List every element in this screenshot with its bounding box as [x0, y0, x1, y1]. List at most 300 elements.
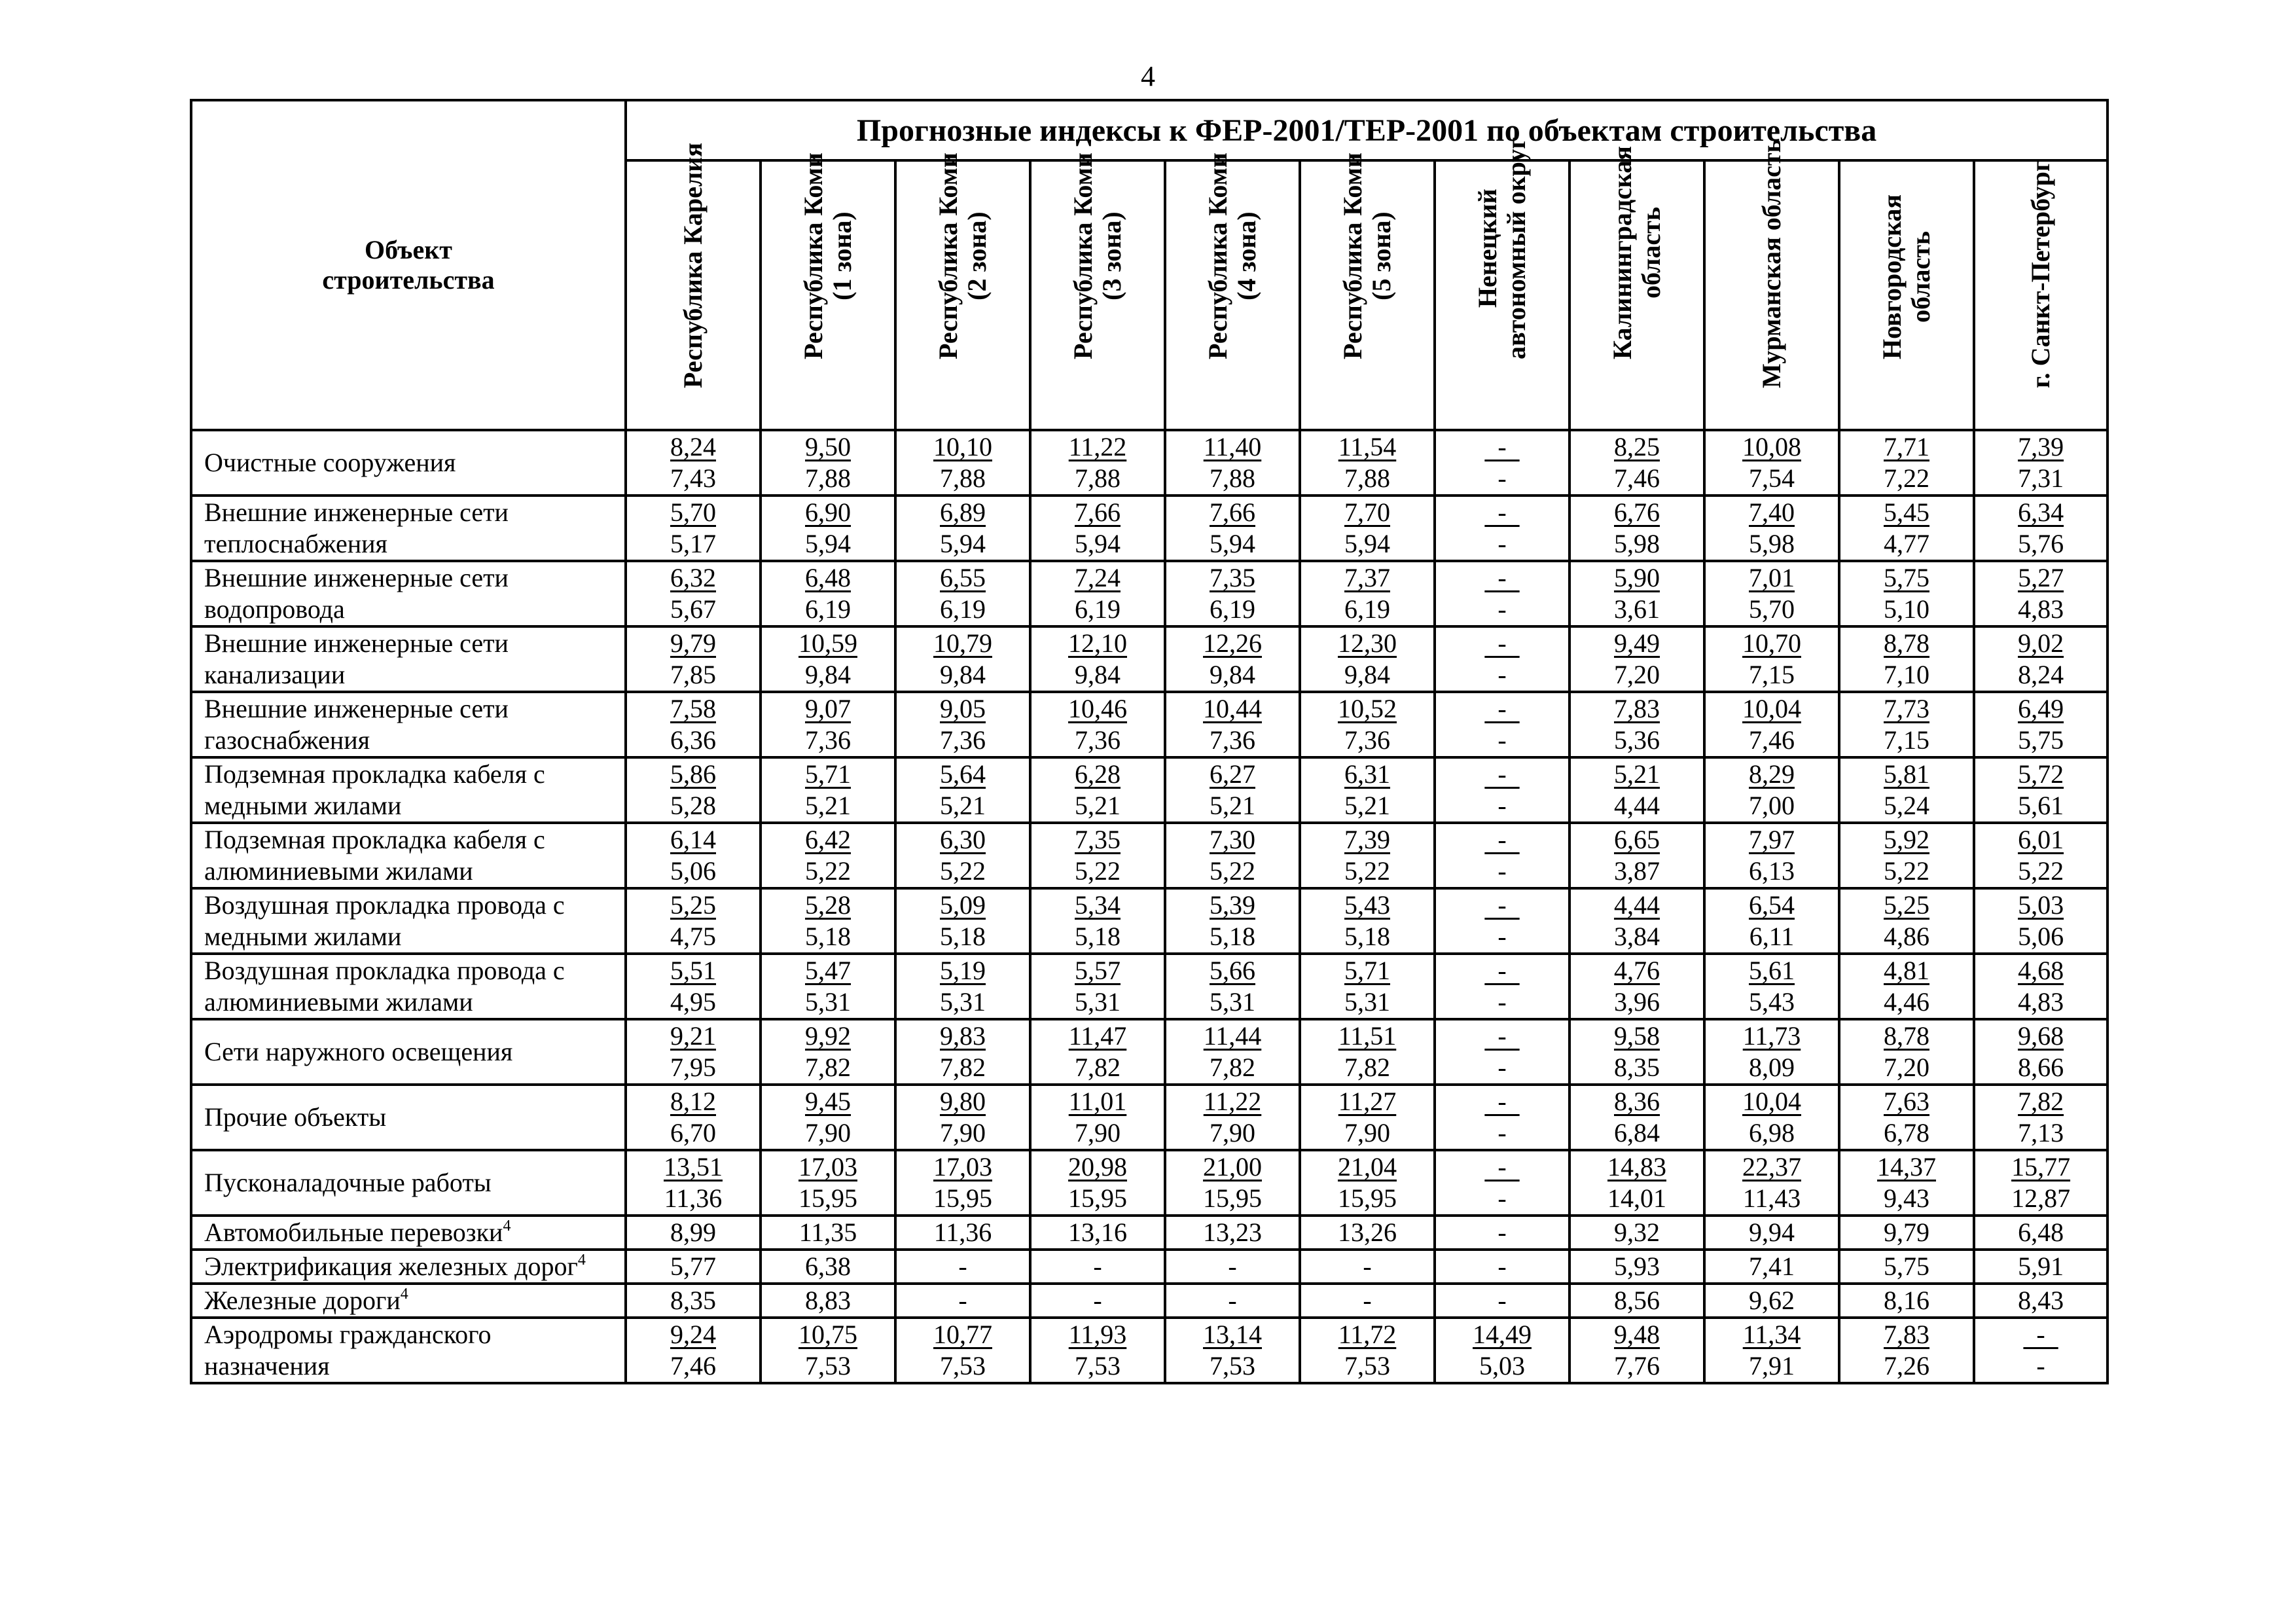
table-row — [191, 1250, 2108, 1284]
value-cell — [1435, 888, 1570, 954]
index-value-top: 6,55 — [940, 563, 986, 592]
index-value-bottom: 7,13 — [2018, 1118, 2064, 1147]
forecast-indices-table — [190, 99, 2109, 1384]
value-cell — [1839, 954, 1974, 1019]
value-cell — [1165, 1150, 1300, 1216]
value-cell — [1839, 1216, 1974, 1250]
value-cell — [1570, 626, 1704, 692]
index-value-bottom: 11,36 — [664, 1183, 723, 1213]
index-value-bottom: 7,36 — [1210, 725, 1255, 755]
index-value-top: 5,51 — [670, 956, 716, 985]
index-value-bottom: 14,01 — [1607, 1183, 1666, 1213]
value-cell — [761, 1216, 895, 1250]
region-label-line: (4 зона) — [1232, 211, 1261, 300]
index-value-bottom: - — [1498, 1118, 1507, 1147]
index-value-bottom: 7,88 — [940, 463, 986, 493]
index-value-bottom: 4,83 — [2018, 987, 2064, 1017]
index-value-bottom: 3,84 — [1614, 922, 1660, 951]
value-cell — [1974, 561, 2108, 626]
value-cell — [1435, 757, 1570, 823]
index-value-bottom: 7,85 — [670, 660, 716, 689]
region-label-line: область — [1636, 207, 1666, 299]
index-value-bottom: 6,13 — [1749, 856, 1795, 886]
index-value: 9,79 — [1884, 1218, 1929, 1247]
value-cell — [1165, 888, 1300, 954]
index-value-top: 5,28 — [805, 890, 851, 920]
value-cell — [1974, 1019, 2108, 1085]
index-value-bottom: 15,95 — [1068, 1183, 1127, 1213]
value-cell — [1165, 1318, 1300, 1383]
index-value-bottom: 5,67 — [670, 594, 716, 624]
row-label — [191, 430, 626, 496]
index-value-top: 7,83 — [1884, 1320, 1929, 1349]
region-label — [1204, 153, 1261, 359]
index-value-top: 11,51 — [1338, 1021, 1397, 1051]
value-cell — [1974, 823, 2108, 888]
index-value: - — [1093, 1286, 1102, 1315]
value-cell — [626, 561, 761, 626]
value-cell — [1030, 1318, 1165, 1383]
object-header-line: строительства — [322, 265, 495, 295]
value-cell — [1300, 757, 1435, 823]
row-label-line: Воздушная прокладка провода с — [204, 956, 565, 985]
index-value-top: 9,80 — [940, 1087, 986, 1116]
index-value-bottom: - — [1498, 594, 1507, 624]
index-value-top: 7,70 — [1344, 497, 1390, 527]
index-value-bottom: 7,36 — [940, 725, 986, 755]
index-value-top: 11,47 — [1068, 1021, 1127, 1051]
index-value-bottom: 5,18 — [1075, 922, 1121, 951]
row-label-line: Очистные сооружения — [204, 448, 456, 477]
index-value-bottom: 4,86 — [1884, 922, 1929, 951]
index-value-top: 5,39 — [1210, 890, 1255, 920]
table-row — [191, 1085, 2108, 1150]
index-value-top: 9,68 — [2018, 1021, 2064, 1051]
row-label — [191, 561, 626, 626]
value-cell — [1704, 888, 1839, 954]
index-value-bottom: - — [1498, 791, 1507, 820]
index-value-bottom: 6,78 — [1884, 1118, 1929, 1147]
index-value-bottom: 7,00 — [1749, 791, 1795, 820]
index-value-top: 9,21 — [670, 1021, 716, 1051]
value-cell — [1839, 1150, 1974, 1216]
index-value-bottom: 5,06 — [670, 856, 716, 886]
row-label-line: газоснабжения — [204, 725, 370, 755]
value-cell — [1300, 496, 1435, 561]
index-value-top: - — [1484, 890, 1520, 920]
index-value-bottom: 7,20 — [1614, 660, 1660, 689]
value-cell — [1704, 1284, 1839, 1318]
row-label-line: Прочие объекты — [204, 1102, 387, 1132]
index-value: - — [1498, 1252, 1507, 1281]
index-value: 5,91 — [2018, 1252, 2064, 1281]
index-value-bottom: 7,31 — [2018, 463, 2064, 493]
region-label-line: Новгородская — [1877, 194, 1907, 359]
row-label-line: Воздушная прокладка провода с — [204, 890, 565, 920]
index-value: 9,94 — [1749, 1218, 1795, 1247]
index-value-bottom: 9,84 — [1344, 660, 1390, 689]
value-cell — [1570, 1284, 1704, 1318]
row-label-line: Внешние инженерные сети — [204, 563, 509, 592]
index-value-top: 8,78 — [1884, 628, 1929, 658]
index-value-top: 11,01 — [1068, 1087, 1127, 1116]
table-row — [191, 954, 2108, 1019]
value-cell — [1165, 430, 1300, 496]
value-cell — [626, 954, 761, 1019]
value-cell — [1435, 823, 1570, 888]
index-value: - — [1228, 1252, 1237, 1281]
index-value: - — [1498, 1218, 1507, 1247]
value-cell — [761, 496, 895, 561]
index-value-top: 5,75 — [1884, 563, 1929, 592]
index-value: 8,35 — [670, 1286, 716, 1315]
row-label — [191, 1085, 626, 1150]
value-cell — [1300, 561, 1435, 626]
index-value-top: 6,32 — [670, 563, 716, 592]
value-cell — [1974, 1216, 2108, 1250]
index-value-top: 11,54 — [1338, 432, 1397, 461]
index-value-bottom: 5,31 — [1210, 987, 1255, 1017]
region-header-cell — [1974, 160, 2108, 430]
value-cell — [1435, 1216, 1570, 1250]
object-header-line: Объект — [365, 235, 452, 264]
value-cell — [1974, 496, 2108, 561]
index-value: 8,56 — [1614, 1286, 1660, 1315]
index-value-bottom: 4,83 — [2018, 594, 2064, 624]
value-cell — [1435, 954, 1570, 1019]
index-value-top: 7,39 — [2018, 432, 2064, 461]
value-cell — [1570, 823, 1704, 888]
index-value-bottom: 4,95 — [670, 987, 716, 1017]
row-label-line: Автомобильные перевозки$^4$ — [204, 1218, 511, 1247]
index-value-bottom: 6,19 — [1210, 594, 1255, 624]
index-value-bottom: - — [1498, 1183, 1507, 1213]
index-value-bottom: 7,82 — [1210, 1053, 1255, 1082]
index-value-top: 4,81 — [1884, 956, 1929, 985]
index-value: 13,23 — [1203, 1218, 1262, 1247]
index-value-bottom: 8,66 — [2018, 1053, 2064, 1082]
index-value-bottom: 5,70 — [1749, 594, 1795, 624]
row-label-line: медными жилами — [204, 922, 402, 951]
region-header-cell — [895, 153, 1030, 430]
region-label-line: Республика Карелия — [678, 143, 708, 388]
index-value: 6,38 — [805, 1252, 851, 1281]
index-value-top: 7,37 — [1344, 563, 1390, 592]
value-cell — [1570, 757, 1704, 823]
value-cell — [895, 1150, 1030, 1216]
index-value-top: - — [1484, 1152, 1520, 1182]
index-value: - — [1498, 1286, 1507, 1315]
index-value-bottom: - — [1498, 660, 1507, 689]
index-value-bottom: 5,94 — [940, 529, 986, 558]
index-value-bottom: 5,21 — [1210, 791, 1255, 820]
value-cell — [1839, 430, 1974, 496]
row-label — [191, 1216, 626, 1250]
value-cell — [1704, 430, 1839, 496]
index-value-bottom: 5,22 — [1210, 856, 1255, 886]
index-value-top: 10,52 — [1338, 694, 1397, 723]
row-label — [191, 1284, 626, 1318]
index-value-top: 5,81 — [1884, 759, 1929, 789]
value-cell — [1300, 888, 1435, 954]
value-cell — [1704, 954, 1839, 1019]
row-label — [191, 757, 626, 823]
table-row — [191, 496, 2108, 561]
index-value-top: - — [1484, 1021, 1520, 1051]
index-value-top: 5,45 — [1884, 497, 1929, 527]
index-value-bottom: 7,36 — [1344, 725, 1390, 755]
value-cell — [1570, 561, 1704, 626]
region-label — [2026, 160, 2055, 388]
row-label — [191, 1318, 626, 1383]
index-value-bottom: 15,95 — [1203, 1183, 1262, 1213]
index-value-top: 9,24 — [670, 1320, 716, 1349]
table-row — [191, 692, 2108, 757]
region-label-line: Ненецкий — [1473, 189, 1502, 308]
value-cell — [1974, 626, 2108, 692]
index-value-bottom: 9,43 — [1884, 1183, 1929, 1213]
index-value-bottom: 5,03 — [1479, 1351, 1525, 1380]
region-header-cell — [1435, 137, 1570, 430]
index-value-top: 8,29 — [1749, 759, 1795, 789]
index-value-top: 6,01 — [2018, 825, 2064, 854]
index-value-top: 7,73 — [1884, 694, 1929, 723]
value-cell — [895, 496, 1030, 561]
index-value-bottom: 5,31 — [1344, 987, 1390, 1017]
value-cell — [1300, 823, 1435, 888]
index-value-bottom: 5,98 — [1614, 529, 1660, 558]
index-value-bottom: 4,75 — [670, 922, 716, 951]
value-cell — [1030, 692, 1165, 757]
row-label-line: Электрификация железных дорог$^4$ — [204, 1252, 586, 1281]
index-value-bottom: 5,28 — [670, 791, 716, 820]
value-cell — [1839, 757, 1974, 823]
index-value-top: 5,86 — [670, 759, 716, 789]
index-value-bottom: 7,88 — [1210, 463, 1255, 493]
value-cell — [761, 888, 895, 954]
value-cell — [895, 626, 1030, 692]
value-cell — [1974, 888, 2108, 954]
value-cell — [895, 1284, 1030, 1318]
index-value-bottom: 7,43 — [670, 463, 716, 493]
index-value-bottom: 9,84 — [1075, 660, 1121, 689]
row-label-line: Сети наружного освещения — [204, 1037, 513, 1066]
index-value-bottom: 5,17 — [670, 529, 716, 558]
value-cell — [1570, 430, 1704, 496]
region-label-line: Республика Коми — [1338, 153, 1367, 359]
value-cell — [1030, 1085, 1165, 1150]
row-label-line: Внешние инженерные сети — [204, 628, 509, 658]
index-value-bottom: 5,94 — [1344, 529, 1390, 558]
region-header-cell — [1300, 153, 1435, 430]
region-label — [1338, 153, 1396, 359]
index-value-top: 9,45 — [805, 1087, 851, 1116]
region-label-line: область — [1906, 230, 1935, 323]
value-cell — [626, 1150, 761, 1216]
index-value-bottom: - — [1498, 987, 1507, 1017]
region-header-cell — [1704, 139, 1839, 430]
value-cell — [1435, 1250, 1570, 1284]
value-cell — [895, 823, 1030, 888]
value-cell — [626, 1250, 761, 1284]
index-value-bottom: - — [1498, 463, 1507, 493]
index-value-top: 5,66 — [1210, 956, 1255, 985]
index-value-top: 4,44 — [1614, 890, 1660, 920]
row-label — [191, 954, 626, 1019]
index-value-bottom: 7,82 — [1344, 1053, 1390, 1082]
value-cell — [626, 1216, 761, 1250]
table-row — [191, 1216, 2108, 1250]
region-label-line: автономный округ — [1501, 137, 1531, 359]
index-value-top: 5,27 — [2018, 563, 2064, 592]
value-cell — [1030, 430, 1165, 496]
index-value-bottom: 7,53 — [1210, 1351, 1255, 1380]
value-cell — [1704, 561, 1839, 626]
value-cell — [895, 888, 1030, 954]
index-value-bottom: 7,91 — [1749, 1351, 1795, 1380]
value-cell — [1030, 1150, 1165, 1216]
value-cell — [626, 626, 761, 692]
index-value-top: 22,37 — [1742, 1152, 1801, 1182]
value-cell — [895, 692, 1030, 757]
index-value-bottom: 7,88 — [1344, 463, 1390, 493]
index-value-bottom: 5,31 — [940, 987, 986, 1017]
index-value-bottom: 5,61 — [2018, 791, 2064, 820]
index-value: 9,62 — [1749, 1286, 1795, 1315]
index-value-top: 9,79 — [670, 628, 716, 658]
value-cell — [761, 1284, 895, 1318]
index-value-bottom: 7,53 — [1075, 1351, 1121, 1380]
index-value-bottom: 5,21 — [940, 791, 986, 820]
index-value-top: 10,44 — [1203, 694, 1262, 723]
index-value: 5,77 — [670, 1252, 716, 1281]
value-cell — [761, 1318, 895, 1383]
index-value-top: 11,22 — [1068, 432, 1127, 461]
index-value-bottom: 4,44 — [1614, 791, 1660, 820]
region-label — [1757, 139, 1786, 388]
region-header-cell — [1839, 160, 1974, 430]
value-cell — [1030, 561, 1165, 626]
index-value-bottom: 5,22 — [1344, 856, 1390, 886]
index-value-bottom: 6,19 — [940, 594, 986, 624]
index-value-bottom: 7,54 — [1749, 463, 1795, 493]
index-value-top: 7,30 — [1210, 825, 1255, 854]
region-header-cell — [626, 143, 761, 430]
index-value-bottom: 5,43 — [1749, 987, 1795, 1017]
index-value-top: 6,31 — [1344, 759, 1390, 789]
value-cell — [1030, 1250, 1165, 1284]
row-label-line: алюминиевыми жилами — [204, 856, 473, 886]
value-cell — [1435, 692, 1570, 757]
index-value-bottom: 5,94 — [1210, 529, 1255, 558]
index-value-bottom: 6,84 — [1614, 1118, 1660, 1147]
index-value-top: 12,30 — [1338, 628, 1397, 658]
value-cell — [1300, 1150, 1435, 1216]
index-value-top: 10,75 — [798, 1320, 857, 1349]
index-value-top: 9,07 — [805, 694, 851, 723]
value-cell — [626, 1284, 761, 1318]
index-value-top: 9,58 — [1614, 1021, 1660, 1051]
value-cell — [626, 1019, 761, 1085]
index-value-top: - — [1484, 628, 1520, 658]
region-label-line: Мурманская область — [1757, 139, 1786, 388]
region-label — [679, 143, 708, 388]
value-cell — [761, 823, 895, 888]
value-cell — [1300, 1284, 1435, 1318]
value-cell — [1704, 626, 1839, 692]
index-value-bottom: 5,98 — [1749, 529, 1795, 558]
region-header-cell — [1570, 146, 1704, 430]
index-value-top: 6,27 — [1210, 759, 1255, 789]
index-value: - — [1093, 1252, 1102, 1281]
index-value-top: 5,90 — [1614, 563, 1660, 592]
index-value-top: 6,28 — [1075, 759, 1121, 789]
index-value-top: - — [1484, 759, 1520, 789]
row-label — [191, 888, 626, 954]
value-cell — [1030, 496, 1165, 561]
index-value-bottom: 6,36 — [670, 725, 716, 755]
value-cell — [1165, 1019, 1300, 1085]
index-value-bottom: - — [1498, 529, 1507, 558]
index-value-top: 7,24 — [1075, 563, 1121, 592]
value-cell — [895, 430, 1030, 496]
index-value-top: 10,77 — [933, 1320, 992, 1349]
value-cell — [626, 1085, 761, 1150]
page-number: 4 — [1141, 60, 1155, 92]
index-value-bottom: 7,90 — [1075, 1118, 1121, 1147]
row-label-line: Железные дороги$^4$ — [204, 1286, 408, 1315]
index-value-top: 10,04 — [1742, 694, 1801, 723]
index-value-bottom: 7,15 — [1749, 660, 1795, 689]
index-value-bottom: 15,95 — [798, 1183, 857, 1213]
index-value-bottom: 5,22 — [2018, 856, 2064, 886]
value-cell — [1030, 1284, 1165, 1318]
index-value-bottom: 6,70 — [670, 1118, 716, 1147]
index-value-bottom: 9,84 — [1210, 660, 1255, 689]
value-cell — [1974, 1284, 2108, 1318]
index-value: 6,48 — [2018, 1218, 2064, 1247]
value-cell — [1839, 1019, 1974, 1085]
index-value-top: 10,79 — [933, 628, 992, 658]
index-value-top: 5,34 — [1075, 890, 1121, 920]
value-cell — [1165, 757, 1300, 823]
footnote-marker: 4 — [577, 1252, 586, 1269]
region-label — [1608, 146, 1666, 359]
value-cell — [1839, 692, 1974, 757]
value-cell — [895, 1216, 1030, 1250]
value-cell — [1570, 1318, 1704, 1383]
index-value-top: 6,42 — [805, 825, 851, 854]
value-cell — [1165, 954, 1300, 1019]
row-label-line: Подземная прокладка кабеля с — [204, 759, 545, 789]
index-value: 5,93 — [1614, 1252, 1660, 1281]
index-value-bottom: 7,90 — [805, 1118, 851, 1147]
value-cell — [1435, 1019, 1570, 1085]
value-cell — [1704, 1216, 1839, 1250]
row-label-line: Подземная прокладка кабеля с — [204, 825, 545, 854]
index-value: - — [958, 1286, 967, 1315]
index-value-top: 8,12 — [670, 1087, 716, 1116]
index-value-top: 5,57 — [1075, 956, 1121, 985]
index-value-top: 7,35 — [1075, 825, 1121, 854]
index-value-top: 7,82 — [2018, 1087, 2064, 1116]
index-value-bottom: 7,46 — [670, 1351, 716, 1380]
index-value: 11,36 — [933, 1218, 992, 1247]
index-value-bottom: 7,36 — [1075, 725, 1121, 755]
index-value-top: - — [1484, 432, 1520, 461]
index-value-top: 5,03 — [2018, 890, 2064, 920]
value-cell — [1030, 823, 1165, 888]
